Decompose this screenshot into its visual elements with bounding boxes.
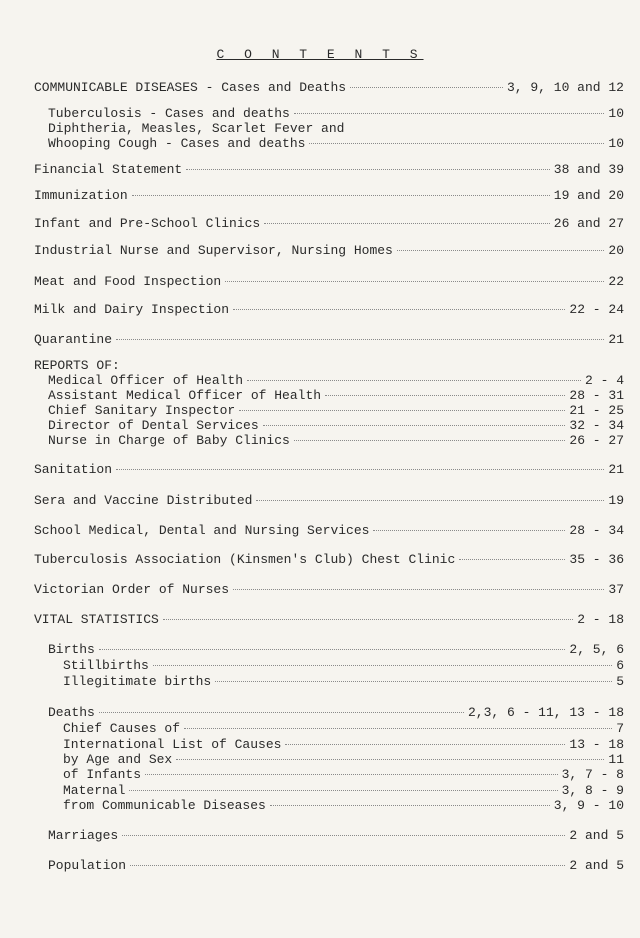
dot-leader: [99, 712, 464, 713]
dot-leader: [264, 223, 550, 224]
entry-label: Financial Statement: [34, 162, 183, 177]
toc-entry-illegitimate-births: [63, 674, 624, 690]
toc-entry-whooping-cough: [48, 136, 624, 152]
dot-leader: [225, 281, 604, 282]
entry-label: COMMUNICABLE DISEASES - Cases and Deaths: [34, 80, 347, 95]
toc-entry-moh: [48, 373, 624, 389]
entry-pages: 3, 9, 10 and 12: [506, 80, 624, 95]
dot-leader: [116, 469, 604, 470]
toc-entry-chief-causes: [63, 721, 624, 737]
dot-leader: [325, 395, 565, 396]
entry-label: Whooping Cough - Cases and deaths: [48, 136, 306, 151]
dot-leader: [285, 744, 565, 745]
entry-pages: 6: [616, 658, 624, 673]
entry-label: Infant and Pre-School Clinics: [34, 216, 261, 231]
dot-leader: [263, 425, 566, 426]
dot-leader: [256, 500, 604, 501]
toc-entry-deaths: [48, 705, 624, 721]
toc-entry-school-medical: [34, 523, 624, 539]
entry-label: Nurse in Charge of Baby Clinics: [48, 433, 290, 448]
entry-pages: 26 and 27: [553, 216, 624, 231]
toc-entry-meat-food: [34, 274, 624, 290]
entry-label: Tuberculosis Association (Kinsmen's Club) Chest Clinic: [34, 552, 456, 567]
dot-leader: [397, 250, 605, 251]
toc-entry-communicable-deaths: [63, 798, 624, 814]
entry-label: of Infants: [63, 767, 142, 782]
entry-label: Sera and Vaccine Distributed: [34, 493, 253, 508]
entry-pages: 28 - 31: [569, 388, 624, 403]
entry-pages: 10: [608, 136, 624, 151]
toc-entry-von: [34, 582, 624, 598]
entry-pages: 22: [608, 274, 624, 289]
entry-label: Sanitation: [34, 462, 113, 477]
toc-entry-sanitation: [34, 462, 624, 478]
entry-pages: 35 - 36: [569, 552, 624, 567]
entry-pages: 2 - 18: [577, 612, 624, 627]
dot-leader: [122, 835, 565, 836]
entry-pages: 5: [616, 674, 624, 689]
entry-label: Maternal: [63, 783, 126, 798]
toc-entry-sanitary-inspector: [48, 403, 624, 419]
entry-label: Assistant Medical Officer of Health: [48, 388, 322, 403]
entry-pages: 19 and 20: [553, 188, 624, 203]
entry-pages: 26 - 27: [569, 433, 624, 448]
toc-entry-diphtheria: [48, 121, 624, 137]
entry-label: VITAL STATISTICS: [34, 612, 159, 627]
toc-entry-chest-clinic: [34, 552, 624, 568]
entry-pages: 19: [608, 493, 624, 508]
entry-pages: 3, 7 - 8: [561, 767, 624, 782]
entry-label: Immunization: [34, 188, 128, 203]
entry-pages: 2 - 4: [584, 373, 624, 388]
dot-leader: [373, 530, 565, 531]
entry-pages: 21 - 25: [569, 403, 624, 418]
toc-entry-immunization: [34, 188, 624, 204]
entry-label: School Medical, Dental and Nursing Services: [34, 523, 370, 538]
toc-entry-maternal: [63, 783, 624, 799]
entry-label: Milk and Dairy Inspection: [34, 302, 230, 317]
entry-pages: 13 - 18: [569, 737, 624, 752]
dot-leader: [233, 589, 604, 590]
toc-entry-sera-vaccine: [34, 493, 624, 509]
toc-entry-industrial-nurse: [34, 243, 624, 259]
toc-entry-marriages: [48, 828, 624, 844]
toc-entry-baby-clinics-nurse: [48, 433, 624, 449]
toc-entry-dental-director: [48, 418, 624, 434]
dot-leader: [247, 380, 581, 381]
dot-leader: [215, 681, 612, 682]
toc-heading-reports: [34, 358, 624, 374]
dot-leader: [153, 665, 612, 666]
toc-entry-infants: [63, 767, 624, 783]
entry-pages: 21: [608, 332, 624, 347]
dot-leader: [129, 790, 557, 791]
entry-label: Population: [48, 858, 127, 873]
entry-label: Marriages: [48, 828, 119, 843]
entry-label: Deaths: [48, 705, 95, 720]
dot-leader: [145, 774, 558, 775]
entry-label: International List of Causes: [63, 737, 282, 752]
toc-entry-assistant-moh: [48, 388, 624, 404]
toc-entry-milk-dairy: [34, 302, 624, 318]
dot-leader: [176, 759, 604, 760]
entry-pages: 11: [608, 752, 624, 767]
toc-entry-vital-statistics: [34, 612, 624, 628]
entry-pages: 7: [616, 721, 624, 736]
toc-entry-population: [48, 858, 624, 874]
entry-label: Illegitimate births: [63, 674, 212, 689]
toc-entry-quarantine: [34, 332, 624, 348]
dot-leader: [163, 619, 573, 620]
entry-pages: 2,3, 6 - 11, 13 - 18: [467, 705, 624, 720]
entry-label: Births: [48, 642, 95, 657]
dot-leader: [459, 559, 565, 560]
toc-entry-tuberculosis: [48, 106, 624, 122]
dot-leader: [270, 805, 550, 806]
dot-leader: [239, 410, 565, 411]
toc-entry-communicable-diseases: [34, 80, 624, 96]
dot-leader: [350, 87, 503, 88]
dot-leader: [99, 649, 566, 650]
dot-leader: [116, 339, 604, 340]
entry-pages: 38 and 39: [553, 162, 624, 177]
entry-pages: 10: [608, 106, 624, 121]
toc-entry-age-sex: [63, 752, 624, 768]
entry-pages: 3, 8 - 9: [561, 783, 624, 798]
entry-label: by Age and Sex: [63, 752, 173, 767]
entry-label: Meat and Food Inspection: [34, 274, 222, 289]
dot-leader: [294, 440, 566, 441]
entry-pages: 3, 9 - 10: [553, 798, 624, 813]
entry-pages: 20: [608, 243, 624, 258]
entry-label: Industrial Nurse and Supervisor, Nursing Homes: [34, 243, 393, 258]
entry-pages: 2, 5, 6: [569, 642, 624, 657]
entry-label: Chief Causes of: [63, 721, 181, 736]
entry-label: REPORTS OF:: [34, 358, 120, 373]
dot-leader: [184, 728, 612, 729]
dot-leader: [309, 143, 604, 144]
toc-entry-infant-clinics: [34, 216, 624, 232]
entry-label: Diphtheria, Measles, Scarlet Fever and: [48, 121, 345, 136]
toc-entry-stillbirths: [63, 658, 624, 674]
entry-pages: 22 - 24: [569, 302, 624, 317]
dot-leader: [186, 169, 550, 170]
entry-label: Quarantine: [34, 332, 113, 347]
entry-label: Stillbirths: [63, 658, 149, 673]
entry-label: from Communicable Diseases: [63, 798, 266, 813]
entry-pages: 37: [608, 582, 624, 597]
entry-label: Chief Sanitary Inspector: [48, 403, 236, 418]
dot-leader: [233, 309, 565, 310]
entry-pages: 28 - 34: [569, 523, 624, 538]
entry-pages: 32 - 34: [569, 418, 624, 433]
toc-entry-international-list: [63, 737, 624, 753]
page-title: C O N T E N T S: [216, 47, 424, 62]
entry-label: Victorian Order of Nurses: [34, 582, 230, 597]
entry-pages: 2 and 5: [569, 828, 624, 843]
entry-pages: 21: [608, 462, 624, 477]
entry-pages: 2 and 5: [569, 858, 624, 873]
toc-entry-financial-statement: [34, 162, 624, 178]
toc-entry-births: [48, 642, 624, 658]
dot-leader: [130, 865, 565, 866]
entry-label: Medical Officer of Health: [48, 373, 244, 388]
entry-label: Director of Dental Services: [48, 418, 259, 433]
entry-label: Tuberculosis - Cases and deaths: [48, 106, 290, 121]
dot-leader: [294, 113, 605, 114]
dot-leader: [132, 195, 550, 196]
